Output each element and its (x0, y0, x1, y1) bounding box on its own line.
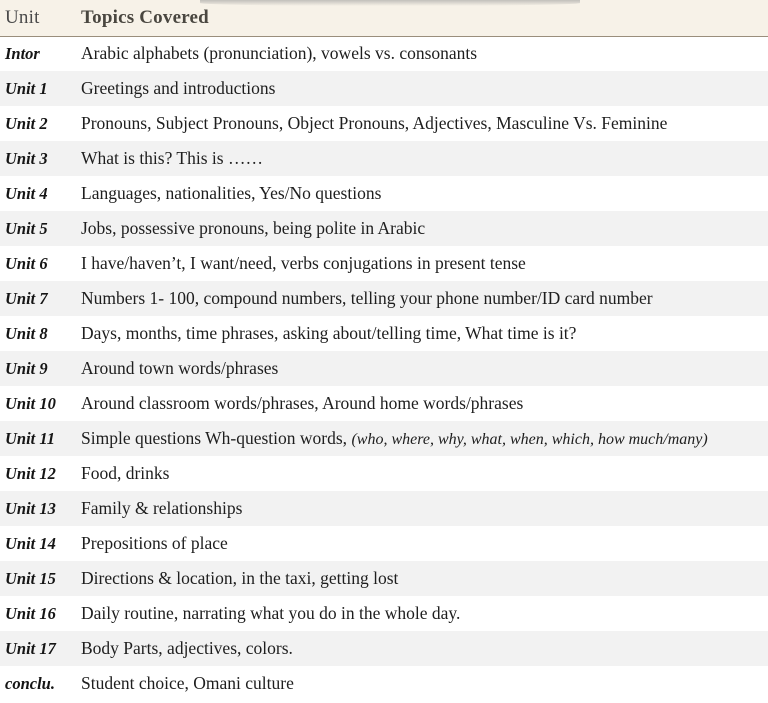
table-row (0, 36, 768, 71)
unit-cell: Unit 5 (5, 218, 48, 238)
unit-cell: Unit 3 (5, 148, 48, 168)
table-row (0, 281, 768, 316)
topic-cell: Food, drinks (81, 463, 170, 483)
unit-cell: Unit 17 (5, 638, 56, 658)
topic-cell: What is this? This is …… (81, 148, 263, 168)
table-row (0, 106, 768, 141)
unit-cell: Unit 12 (5, 463, 56, 483)
unit-cell: Unit 15 (5, 568, 56, 588)
table-row (0, 386, 768, 421)
question-words-italic: (who, where, why, what, when, which, how much/many) (351, 431, 708, 448)
table-row (0, 176, 768, 211)
topic-cell: Arabic alphabets (pronunciation), vowels vs. consonants (81, 43, 478, 64)
unit-cell: Unit 16 (5, 603, 56, 623)
topic-cell: Body Parts, adjectives, colors. (81, 638, 293, 658)
unit-cell: Unit 13 (5, 498, 56, 518)
topic-cell: Directions & location, in the taxi, getting lost (81, 568, 399, 588)
unit-cell: Unit 11 (5, 428, 55, 448)
table-row (0, 631, 768, 666)
header-shadow (200, 0, 580, 6)
unit-cell: Unit 6 (5, 253, 48, 273)
topic-cell: Daily routine, narrating what you do in the whole day. (81, 603, 461, 623)
table-row (0, 351, 768, 386)
table-row (0, 211, 768, 246)
table-row (0, 141, 768, 176)
table-row (0, 666, 768, 701)
table-row (0, 421, 768, 456)
topic-cell: I have/haven’t, I want/need, verbs conjugations in present tense (81, 253, 526, 273)
unit-column-header: Unit (5, 6, 40, 28)
table-row (0, 71, 768, 106)
topics-column-header: Topics Covered (81, 6, 209, 28)
unit-cell: Unit 2 (5, 113, 48, 133)
topic-cell: Pronouns, Subject Pronouns, Object Pronouns, Adjectives, Masculine Vs. Feminine (81, 113, 668, 133)
table-row (0, 561, 768, 596)
table-row (0, 246, 768, 281)
topic-cell: Greetings and introductions (81, 78, 276, 98)
topic-cell: Around classroom words/phrases, Around home words/phrases (81, 393, 524, 413)
topic-cell: Prepositions of place (81, 533, 228, 553)
topic-cell: Jobs, possessive pronouns, being polite in Arabic (81, 218, 426, 238)
table-row (0, 491, 768, 526)
unit-cell: Unit 10 (5, 393, 56, 413)
unit-cell: Intor (5, 43, 40, 63)
table-row (0, 526, 768, 561)
topic-cell: Around town words/phrases (81, 358, 279, 378)
topic-cell: Days, months, time phrases, asking about/telling time, What time is it? (81, 323, 577, 343)
unit-cell: Unit 4 (5, 183, 48, 203)
unit-cell: Unit 9 (5, 358, 48, 378)
topic-cell: Languages, nationalities, Yes/No questions (81, 183, 382, 203)
table-row (0, 456, 768, 491)
topic-text: Simple questions Wh-question words, (81, 428, 352, 448)
unit-cell: Unit 7 (5, 288, 48, 308)
topic-cell (76, 421, 768, 456)
table-row (0, 316, 768, 351)
unit-cell: Unit 14 (5, 533, 56, 553)
topic-cell: Family & relationships (81, 498, 243, 518)
table-row (0, 596, 768, 631)
topic-cell: Student choice, Omani culture (81, 673, 294, 693)
unit-cell: Unit 8 (5, 323, 48, 343)
unit-cell: Unit 1 (5, 78, 48, 98)
unit-cell: conclu. (5, 673, 55, 693)
topic-cell: Numbers 1- 100, compound numbers, telling your phone number/ID card number (81, 288, 653, 308)
